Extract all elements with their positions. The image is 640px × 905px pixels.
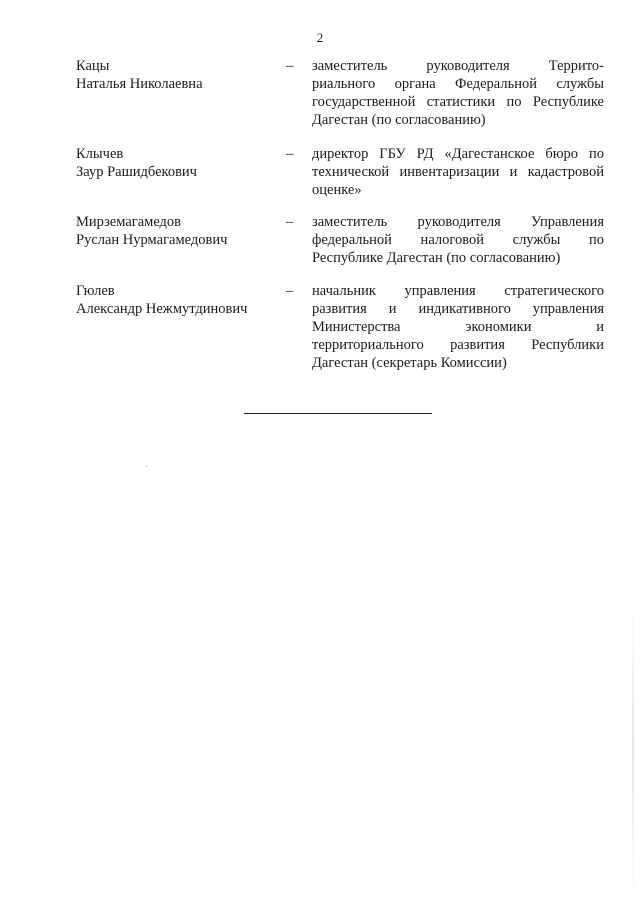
scan-edge-shadow xyxy=(632,600,634,900)
dash-separator: – xyxy=(286,214,294,230)
member-surname: Кацы xyxy=(76,58,110,74)
member-position xyxy=(312,57,604,129)
page-number: 2 xyxy=(316,30,324,45)
position-line: Дагестан (секретарь Комиссии) xyxy=(312,355,507,371)
position-line: директор ГБУ РД «Дагестанское бюро по xyxy=(312,146,604,162)
member-name xyxy=(76,282,276,318)
position-line: территориального развития Республики xyxy=(312,337,604,353)
member-surname: Гюлев xyxy=(76,283,115,299)
member-surname: Мирземагамедов xyxy=(76,214,182,230)
end-of-list-rule xyxy=(244,413,432,414)
dash-separator: – xyxy=(286,146,294,162)
member-given-names: Наталья Николаевна xyxy=(76,76,203,92)
member-name xyxy=(76,145,276,181)
position-line: риального органа Федеральной службы xyxy=(312,76,604,92)
position-line: Республике Дагестан (по согласованию) xyxy=(312,250,561,266)
member-position xyxy=(312,282,604,372)
member-position xyxy=(312,145,604,199)
position-line: развития и индикативного управления xyxy=(312,301,604,317)
member-given-names: Руслан Нурмагамедович xyxy=(76,232,228,248)
member-name xyxy=(76,213,276,249)
position-line: заместитель руководителя Управления xyxy=(312,214,604,230)
dash-separator: – xyxy=(286,283,294,299)
member-name xyxy=(76,57,276,93)
member-given-names: Александр Нежмутдинович xyxy=(76,301,248,317)
member-surname: Клычев xyxy=(76,146,124,162)
member-position xyxy=(312,213,604,267)
position-line: начальник управления стратегического xyxy=(312,283,604,299)
member-given-names: Заур Рашидбекович xyxy=(76,164,197,180)
scan-speck xyxy=(146,466,147,467)
position-line: оценке» xyxy=(312,182,362,198)
dash-separator: – xyxy=(286,58,294,74)
position-line: Дагестан (по согласованию) xyxy=(312,112,486,128)
position-line: Министерства экономики и xyxy=(312,319,604,335)
position-line: технической инвентаризации и кадастровой xyxy=(312,164,604,180)
position-line: государственной статистики по Республике xyxy=(312,94,604,110)
position-line: заместитель руководителя Террито- xyxy=(312,58,604,74)
position-line: федеральной налоговой службы по xyxy=(312,232,604,248)
